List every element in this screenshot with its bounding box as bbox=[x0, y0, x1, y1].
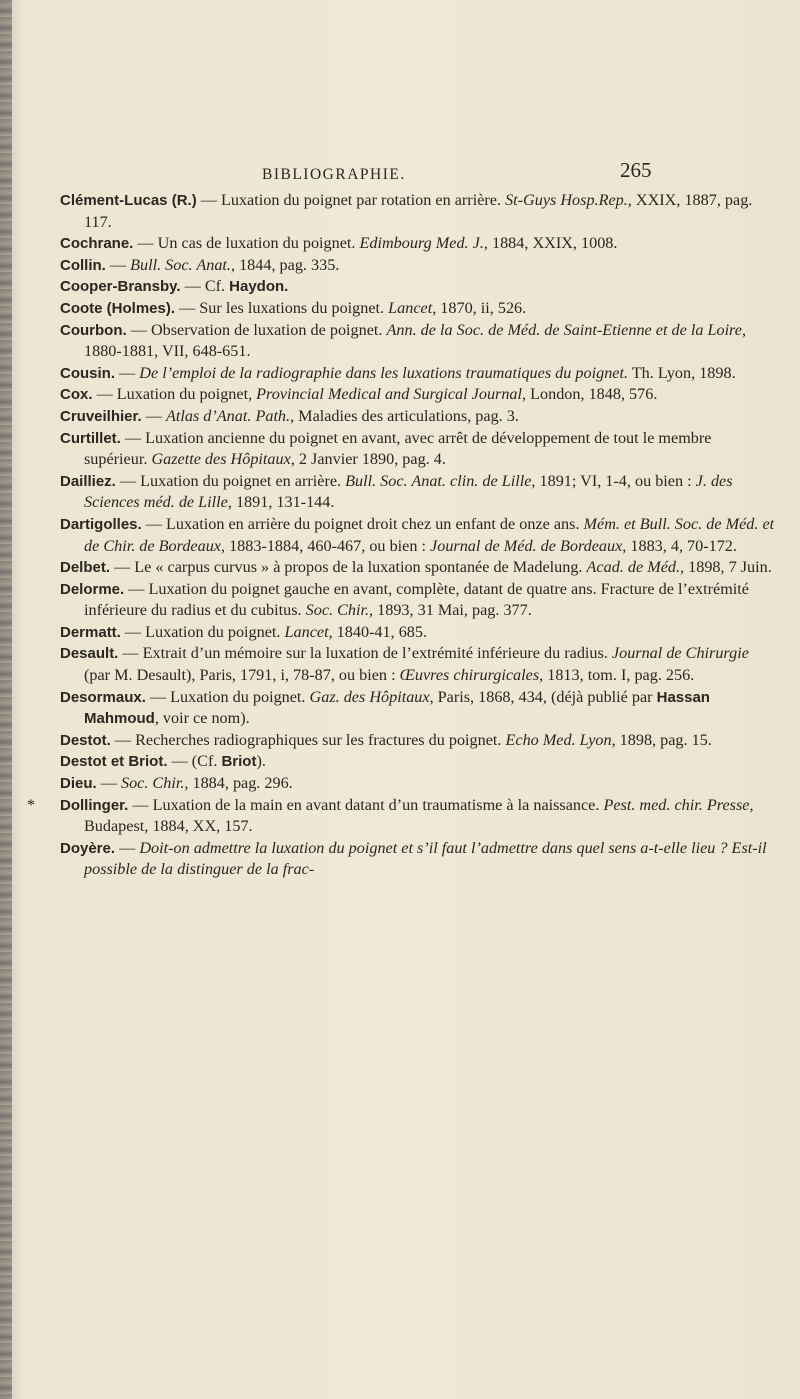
entry-author: Coote (Holmes). bbox=[60, 299, 176, 317]
entry-author: Cooper-Bransby. bbox=[60, 278, 181, 296]
entry-author: Dailliez. bbox=[60, 472, 116, 490]
entry-text: , 1870, ii, 526. bbox=[432, 298, 527, 317]
bibliography-entry bbox=[60, 384, 775, 406]
entry-text: , 1893, 31 Mai, pag. 377. bbox=[369, 601, 532, 620]
entry-source-title: Journal de Méd. de Bordeaux bbox=[430, 536, 623, 555]
entry-source-title: Echo Med. Lyon bbox=[505, 730, 612, 749]
entry-text: (Cf. bbox=[191, 752, 222, 771]
entry-author: Cochrane. bbox=[60, 235, 134, 253]
entry-source-title: J. des Sciences méd. de Lille bbox=[84, 471, 733, 512]
entry-author: Cousin. bbox=[60, 364, 115, 382]
entry-text: , Budapest, 1884, XX, 157. bbox=[84, 795, 754, 836]
entry-text: , XXIX, 1887, pag. 117. bbox=[84, 191, 753, 231]
entry-source-title: St-Guys Hosp.Rep. bbox=[505, 191, 628, 209]
entry-separator: — bbox=[145, 687, 171, 706]
entry-separator: — bbox=[167, 752, 192, 771]
entry-text: Recherches radiographiques sur les fractures du poignet. bbox=[135, 730, 506, 749]
entry-separator: — bbox=[110, 730, 136, 749]
entry-cross-reference: Hassan Mahmoud bbox=[84, 688, 710, 728]
entry-separator: — bbox=[120, 622, 146, 641]
entry-separator: — bbox=[128, 795, 153, 814]
entry-separator: — bbox=[96, 774, 121, 793]
bibliography-entry bbox=[60, 190, 775, 233]
entry-text: Luxation du poignet, bbox=[116, 385, 257, 404]
entry-separator: — bbox=[126, 320, 151, 339]
entry-author: Desault. bbox=[60, 645, 119, 663]
entry-text: , 1898, pag. 15. bbox=[611, 730, 712, 749]
entry-text: , Paris, 1868, 434, (déjà publié par bbox=[429, 687, 657, 706]
entry-separator: — bbox=[115, 838, 140, 857]
page-header bbox=[0, 158, 800, 188]
entry-text: Le « carpus curvus » à propos de la luxation spontanée de Madelung. bbox=[134, 558, 587, 577]
entry-source-title: Bull. Soc. Anat. clin. de Lille bbox=[345, 471, 532, 490]
bibliography-entry bbox=[60, 751, 775, 773]
entry-text: Observation de luxation de poignet. bbox=[150, 320, 387, 339]
entry-text: , 1813, tom. I, pag. 256. bbox=[539, 666, 695, 685]
entry-text: ). bbox=[256, 752, 266, 771]
entry-text: , Maladies des articulations, pag. 3. bbox=[290, 406, 519, 425]
bibliography-entry bbox=[60, 363, 775, 385]
entry-text: Luxation ancienne du poignet en avant, avec arrêt de développement de tout le membre supérieur. bbox=[84, 428, 712, 469]
entry-separator: — bbox=[141, 514, 166, 533]
bibliography-entry bbox=[60, 276, 775, 298]
bibliography-entry bbox=[60, 406, 775, 428]
bibliography-entry bbox=[60, 643, 775, 686]
entry-separator: — bbox=[110, 558, 135, 577]
entry-separator: — bbox=[124, 579, 149, 598]
entry-text: , 2 Janvier 1890, pag. 4. bbox=[290, 450, 446, 469]
bibliography-entry bbox=[60, 557, 775, 579]
entry-separator: — bbox=[180, 277, 205, 296]
entry-text: Sur les luxations du poignet. bbox=[199, 298, 389, 317]
entry-author: Courbon. bbox=[60, 321, 127, 339]
entry-separator: — bbox=[115, 471, 141, 490]
entry-source-title: Soc. Chir. bbox=[305, 601, 370, 620]
entry-cross-reference: Haydon. bbox=[229, 278, 289, 296]
entry-text: , 1883, 4, 70-172. bbox=[622, 536, 737, 555]
entry-text: , 1891, 131-144. bbox=[227, 493, 335, 512]
entry-source-title: Gazette des Hôpitaux bbox=[151, 450, 291, 469]
entry-source-title: Journal de Chirurgie bbox=[611, 644, 749, 663]
entry-source-title: Pest. med. chir. Presse bbox=[603, 795, 750, 814]
entry-source-title: De l’emploi de la radiographie dans les luxations traumatiques du poignet. bbox=[139, 363, 629, 382]
entry-separator: — bbox=[115, 363, 140, 382]
bibliography-entry bbox=[27, 795, 775, 838]
entry-separator: — bbox=[120, 428, 146, 447]
entry-text: Luxation du poignet gauche en avant, complète, datant de quatre ans. Fracture de l’extrémité inférieure du radius et du cubitus. bbox=[84, 579, 749, 620]
entry-text: , 1884, XXIX, 1008. bbox=[483, 234, 618, 253]
entry-text: Luxation du poignet en arrière. bbox=[140, 471, 346, 490]
entry-text: Cf. bbox=[204, 277, 230, 296]
entry-text: Th. Lyon, 1898. bbox=[628, 363, 736, 382]
entry-text: Luxation du poignet par rotation en arrière. bbox=[220, 191, 506, 209]
entry-separator: — bbox=[141, 406, 166, 425]
entry-text: , voir ce nom). bbox=[154, 709, 250, 728]
entry-author: Dartigolles. bbox=[60, 515, 142, 533]
entry-author: Clément-Lucas (R.) bbox=[60, 192, 197, 209]
entry-source-title: Soc. Chir. bbox=[120, 774, 185, 793]
entry-author: Destot et Briot. bbox=[60, 753, 168, 771]
entry-source-title: Edimbourg Med. J. bbox=[359, 234, 484, 253]
bibliography-entry bbox=[60, 471, 775, 514]
entry-text: Un cas de luxation du poignet. bbox=[157, 234, 360, 253]
bibliography-entry bbox=[60, 428, 775, 471]
entry-source-title: Provincial Medical and Surgical Journal bbox=[256, 385, 523, 404]
entry-author: Delbet. bbox=[60, 559, 111, 577]
entry-author: Cruveilhier. bbox=[60, 407, 142, 425]
entry-author: Cox. bbox=[60, 386, 93, 404]
entry-separator: — bbox=[118, 644, 143, 663]
entry-text: , 1891; VI, 1-4, ou bien : bbox=[531, 471, 696, 490]
bibliography-entry bbox=[60, 514, 775, 557]
entry-source-title: Mém. et Bull. Soc. de Méd. et de Chir. de Bordeaux bbox=[84, 514, 775, 555]
entry-author: Dermatt. bbox=[60, 623, 121, 641]
bibliography-entry bbox=[60, 773, 775, 795]
bibliography-entry bbox=[60, 687, 775, 730]
entry-source-title: Lancet bbox=[388, 298, 433, 317]
entry-separator: — bbox=[196, 191, 221, 209]
bibliography-entry bbox=[60, 233, 775, 255]
entry-separator: — bbox=[133, 234, 158, 253]
entry-author: Delorme. bbox=[60, 580, 125, 598]
entry-text: (par M. Desault), Paris, 1791, i, 78-87, ou bien : bbox=[84, 666, 400, 685]
entry-author: Collin. bbox=[60, 256, 106, 274]
binding-edge bbox=[0, 0, 12, 1399]
bibliography-entry bbox=[60, 838, 775, 881]
entry-author: Curtillet. bbox=[60, 429, 121, 447]
entry-text: , 1883-1884, 460-467, ou bien : bbox=[220, 536, 431, 555]
entry-source-title: Gaz. des Hôpitaux bbox=[309, 687, 430, 706]
entry-author: Destot. bbox=[60, 731, 111, 749]
entry-text: , 1844, pag. 335. bbox=[230, 255, 340, 274]
asterisk-mark: * bbox=[27, 796, 35, 814]
entry-text: , 1880-1881, VII, 648-651. bbox=[84, 320, 746, 361]
entry-text: Luxation du poignet. bbox=[145, 622, 285, 641]
entry-cross-reference: Briot bbox=[221, 753, 257, 771]
running-title: BIBLIOGRAPHIE. bbox=[262, 166, 406, 183]
entry-separator: — bbox=[175, 298, 200, 317]
entry-text: , 1840-41, 685. bbox=[328, 622, 428, 641]
bibliography-entry bbox=[60, 622, 775, 644]
entry-text: Luxation en arrière du poignet droit chez un enfant de onze ans. bbox=[165, 514, 584, 533]
bibliography-list bbox=[27, 190, 775, 881]
entry-text: , London, 1848, 576. bbox=[522, 385, 658, 404]
bibliography-entry bbox=[60, 730, 775, 752]
page-number: 265 bbox=[620, 158, 652, 182]
entry-source-title: Œuvres chirurgicales bbox=[399, 666, 540, 685]
entry-source-title: Ann. de la Soc. de Méd. de Saint-Etienne et de la Loire bbox=[386, 320, 742, 339]
entry-text: , 1884, pag. 296. bbox=[184, 774, 293, 793]
entry-separator: — bbox=[105, 255, 131, 274]
entry-text: Luxation du poignet. bbox=[170, 687, 310, 706]
entry-source-title: Bull. Soc. Anat. bbox=[130, 255, 231, 274]
entry-separator: — bbox=[92, 385, 117, 404]
entry-text: Extrait d’un mémoire sur la luxation de l’extrémité inférieure du radius. bbox=[142, 644, 612, 663]
entry-author: Doyère. bbox=[60, 839, 116, 857]
entry-author: Dieu. bbox=[60, 775, 97, 793]
entry-text: , 1898, 7 Juin. bbox=[680, 558, 772, 577]
bibliography-entry bbox=[60, 579, 775, 622]
entry-source-title: Acad. de Méd. bbox=[586, 558, 681, 577]
entry-source-title: Doit-on admettre la luxation du poignet et s’il faut l’admettre dans quel sens a-t-elle lieu ? Est-il possible de la distinguer de la frac- bbox=[84, 838, 767, 879]
entry-source-title: Lancet bbox=[284, 622, 329, 641]
entry-author: Desormaux. bbox=[60, 688, 146, 706]
entry-source-title: Atlas d’Anat. Path. bbox=[165, 406, 291, 425]
entry-author: Dollinger. bbox=[60, 796, 129, 814]
bibliography-entry bbox=[60, 320, 775, 363]
bibliography-entry bbox=[60, 255, 775, 277]
entry-text: Luxation de la main en avant datant d’un traumatisme à la naissance. bbox=[152, 795, 604, 814]
bibliography-entry bbox=[60, 298, 775, 320]
